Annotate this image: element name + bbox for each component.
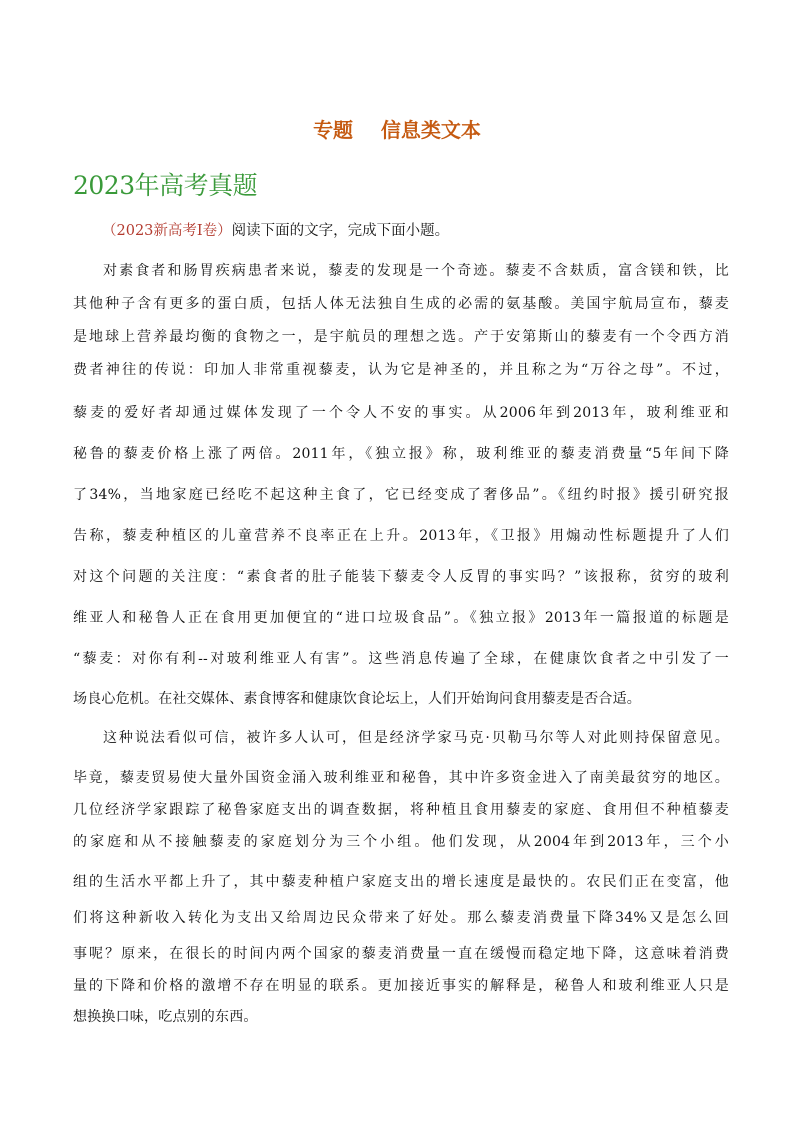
- passage-line: 想换换口味，吃点别的东西。: [73, 1009, 258, 1025]
- question-source: （2023新高考Ⅰ卷）: [102, 223, 232, 239]
- question-intro: [102, 219, 449, 240]
- passage-line: 几位经济学家跟踪了秘鲁家庭支出的调查数据，将种植且食用藜麦的家庭、食用但不种植藜麦: [73, 802, 729, 818]
- passage-line: 的家庭和从不接触藜麦的家庭划分为三个小组。他们发现，从2004年到2013年，三个小: [73, 834, 729, 850]
- passage-line: 藜麦的爱好者却通过媒体发现了一个令人不安的事实。从2006年到2013年，玻利维亚和: [73, 405, 729, 421]
- passage-line: “藜麦：对你有利--对玻利维亚人有害”。这些消息传遍了全球，在健康饮食者之中引发了一: [73, 651, 729, 667]
- passage-line: 组的生活水平都上升了，其中藜麦种植户家庭支出的增长速度是最快的。农民们正在变富，他: [73, 874, 729, 890]
- passage-line: 是地球上营养最均衡的食物之一，是宇航员的理想之选。产于安第斯山的藜麦有一个令西方消: [73, 329, 729, 345]
- document-title: 专题 信息类文本: [313, 118, 481, 142]
- passage-line: 了34%，当地家庭已经吃不起这种主食了，它已经变成了奢侈品”。《纽约时报》援引研究报: [73, 487, 729, 503]
- passage-line: 维亚人和秘鲁人正在食用更加便宜的“进口垃圾食品”。《独立报》2013年一篇报道的标题是: [73, 610, 729, 626]
- passage-line: 其他种子含有更多的蛋白质，包括人体无法独自生成的必需的氨基酸。美国宇航局宣布，藜麦: [73, 296, 729, 312]
- passage-line: 量的下降和价格的激增不存在明显的联系。更加接近事实的解释是，秘鲁人和玻利维亚人只是: [73, 978, 729, 994]
- passage-line: 秘鲁的藜麦价格上涨了两倍。2011年，《独立报》称，玻利维亚的藜麦消费量“5年间下降: [73, 446, 729, 462]
- passage-line: 事呢？原来，在很长的时间内两个国家的藜麦消费量一直在缓慢而稳定地下降，这意味着消费: [73, 946, 729, 962]
- passage-line: 们将这种新收入转化为支出又给周边民众带来了好处。那么藜麦消费量下降34%又是怎么回: [73, 910, 729, 926]
- passage-line: 毕竟，藜麦贸易使大量外国资金涌入玻利维亚和秘鲁，其中许多资金进入了南美最贫穷的地区。: [73, 770, 729, 786]
- passage-line: 对素食者和肠胃疾病患者来说，藜麦的发现是一个奇迹。藜麦不含麸质，富含镁和铁，比: [103, 263, 729, 279]
- passage-line: 这种说法看似可信，被许多人认可，但是经济学家马克·贝勒马尔等人对此则持保留意见。: [103, 730, 729, 746]
- question-instruction: 阅读下面的文字，完成下面小题。: [231, 223, 450, 239]
- section-heading: 2023年高考真题: [73, 171, 258, 200]
- passage-line: 费者神往的传说：印加人非常重视藜麦，认为它是神圣的，并且称之为“万谷之母”。不过，: [73, 362, 729, 378]
- passage-line: 场良心危机。在社交媒体、素食博客和健康饮食论坛上，人们开始询问食用藜麦是否合适。: [73, 691, 641, 707]
- passage-line: 对这个问题的关注度：“素食者的肚子能装下藜麦令人反胃的事实吗？”该报称，贫穷的玻利: [73, 569, 729, 585]
- passage-line: 告称，藜麦种植区的儿童营养不良率正在上升。2013年，《卫报》用煽动性标题提升了人们: [73, 528, 729, 544]
